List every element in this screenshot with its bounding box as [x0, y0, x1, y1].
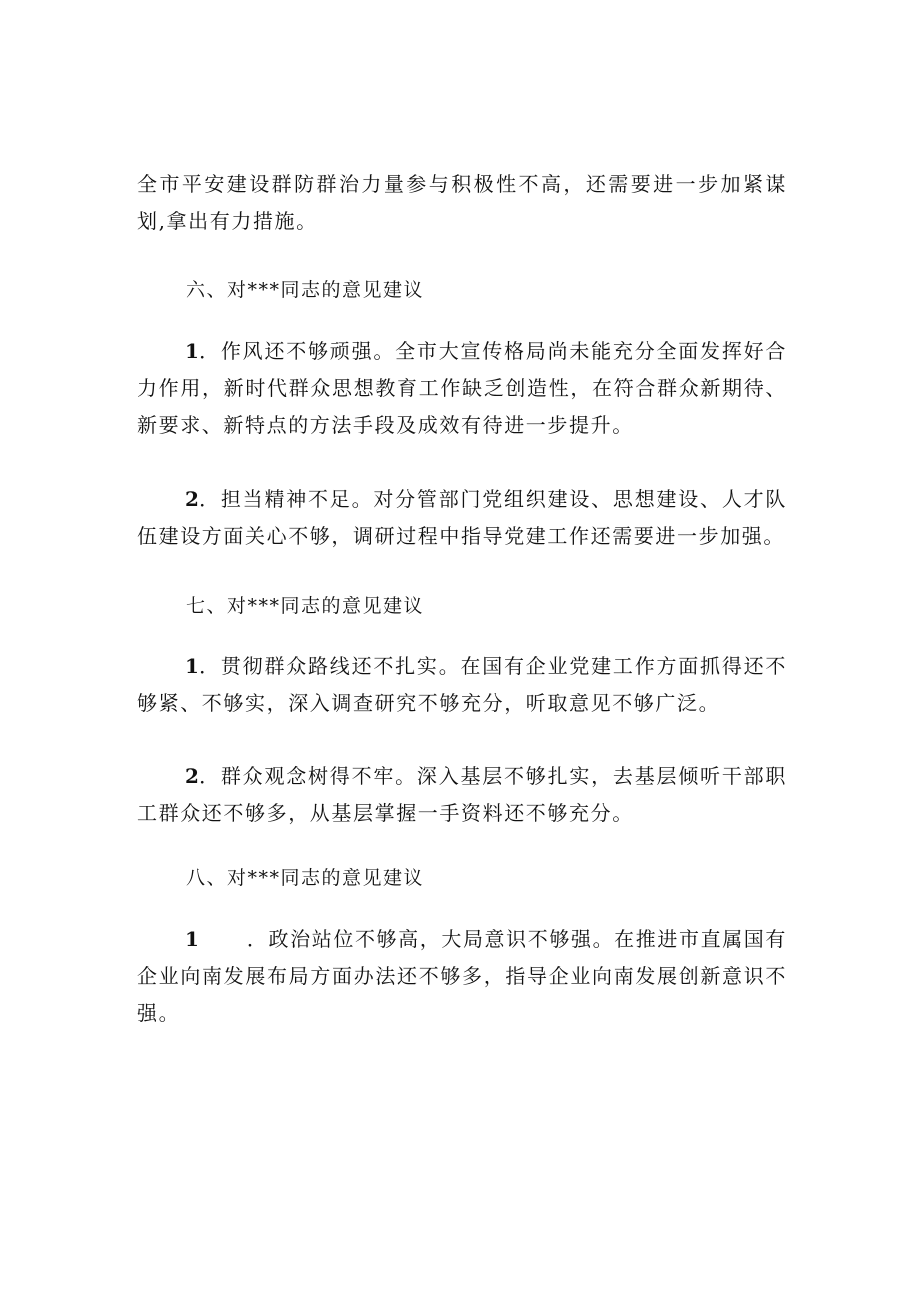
- paragraph-6-2: [137, 481, 787, 555]
- item-number: 1: [185, 654, 199, 678]
- paragraph-7-2: [137, 758, 787, 832]
- item-text: ．群众观念树得不牢。深入基层不够扎实，去基层倾听干部职工群众还不够多，从基层掌握一手资料还不够充分。: [137, 764, 787, 825]
- item-number: 2: [185, 764, 199, 788]
- paragraph-7-1: [137, 648, 787, 722]
- item-number: 2: [185, 487, 199, 511]
- section-heading-8: 八、对***同志的意见建议: [186, 867, 425, 889]
- section-heading-7: 七、对***同志的意见建议: [186, 595, 425, 617]
- item-number: 1: [185, 927, 199, 951]
- item-text: ．担当精神不足。对分管部门党组织建设、思想建设、人才队伍建设方面关心不够，调研过程中指导党建工作还需要进一步加强。: [137, 487, 787, 548]
- item-text: ．作风还不够顽强。全市大宣传格局尚未能充分全面发挥好合力作用，新时代群众思想教育工作缺乏创造性，在符合群众新期待、新要求、新特点的方法手段及成效有待进一步提升。: [137, 339, 787, 437]
- paragraph-6-1: [137, 333, 787, 444]
- paragraph-8-1: [137, 921, 787, 1032]
- section-heading-6: 六、对***同志的意见建议: [186, 279, 425, 301]
- item-text: ．政治站位不够高，大局意识不够强。在推进市直属国有企业向南发展布局方面办法还不够多，指导企业向南发展创新意识不强。: [137, 927, 787, 1025]
- item-text: ．贯彻群众路线还不扎实。在国有企业党建工作方面抓得还不够紧、不够实，深入调查研究不够充分，听取意见不够广泛。: [137, 654, 787, 715]
- paragraph-intro-text: 全市平安建设群防群治力量参与积极性不高，还需要进一步加紧谋划,拿出有力措施。: [137, 172, 787, 233]
- paragraph-intro: [137, 166, 787, 240]
- item-number: 1: [185, 339, 199, 363]
